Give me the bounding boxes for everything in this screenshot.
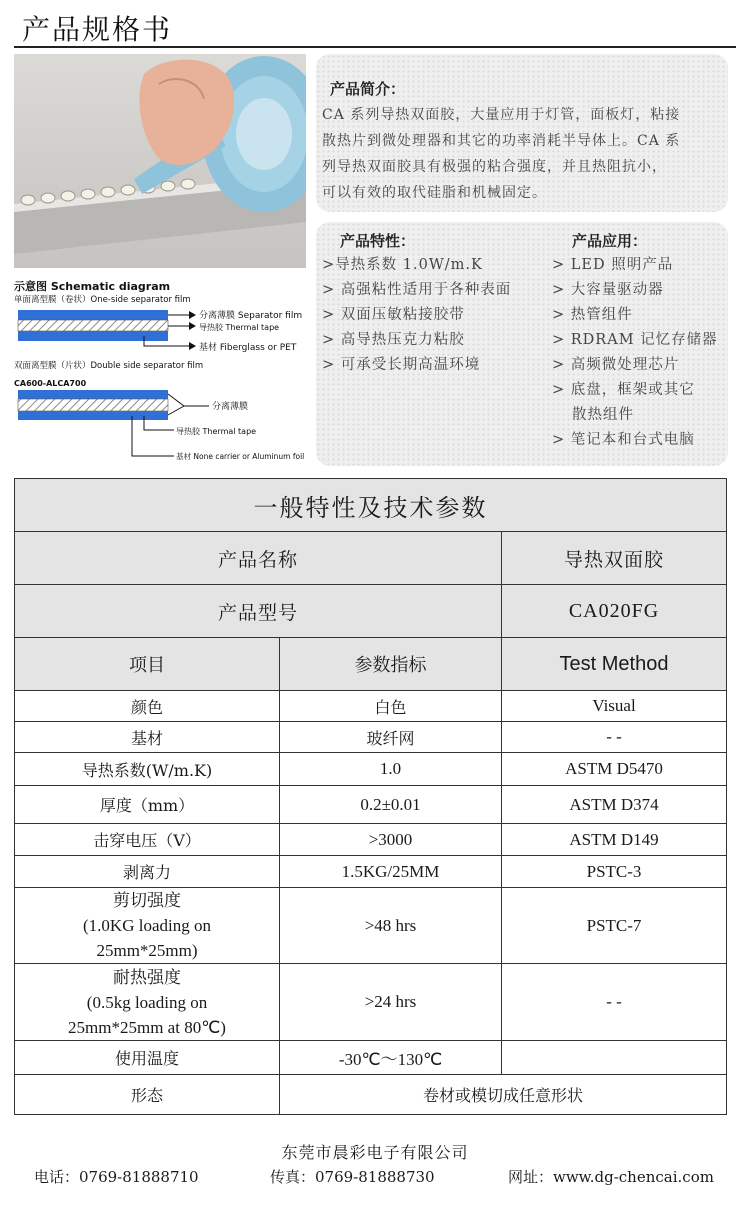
row-item-line: (0.5kg loading on: [86, 992, 208, 1012]
row-item-line: 耐热强度: [113, 967, 181, 987]
list-item: >导热系数 1.0W/m.K: [322, 257, 483, 273]
column-header: Test Method: [502, 638, 727, 691]
single-side-label: 单面离型膜（卷状）One-side separator film: [14, 295, 191, 305]
row-method: - -: [502, 722, 727, 753]
list-item: > LED 照明产品: [552, 257, 674, 273]
intro-text: [322, 102, 722, 206]
table-title-row: [15, 479, 727, 532]
table-row: [15, 722, 727, 753]
double-thermal-layer: [18, 399, 168, 411]
fax-number: 传真：0769-81888730: [270, 1168, 435, 1186]
product-name-row: [15, 532, 727, 585]
row-item: 基材: [15, 722, 280, 753]
double-layer2-label: 导热胶 Thermal tape: [176, 427, 257, 436]
table-row: [15, 1075, 727, 1115]
product-photo: [14, 54, 306, 268]
row-value: -30℃～130℃: [280, 1041, 502, 1075]
row-value: >48 hrs: [280, 888, 502, 964]
schematic-diagram: [14, 278, 314, 463]
table-row: [15, 824, 727, 856]
row-item: 剥离力: [15, 856, 280, 888]
row-method: - -: [502, 964, 727, 1041]
features-list: [322, 253, 552, 378]
row-method: Visual: [502, 691, 727, 722]
list-item: > RDRAM 记忆存储器: [552, 332, 718, 348]
product-model-label: 产品型号: [15, 585, 502, 638]
table-header-row: [15, 638, 727, 691]
list-item: > 高频微处理芯片: [552, 357, 680, 373]
column-header: 项目: [15, 638, 280, 691]
row-value: 1.0: [280, 753, 502, 786]
row-value: 白色: [280, 691, 502, 722]
intro-line: 可以有效的取代硅脂和机械固定。: [322, 185, 547, 201]
row-item: [15, 964, 280, 1041]
schematic-heading: 示意图 Schematic diagram: [14, 280, 171, 293]
list-item: > 双面压敏粘接胶带: [322, 307, 465, 323]
applications-list: [552, 253, 727, 453]
intro-line: CA 系列导热双面胶，大量应用于灯管，面板灯，粘接: [322, 107, 681, 123]
row-value: 卷材或模切成任意形状: [280, 1075, 727, 1115]
product-name-label: 产品名称: [15, 532, 502, 585]
top-separator-layer: [18, 390, 168, 399]
bottom-separator-layer: [18, 411, 168, 420]
website-link[interactable]: 网址：www.dg-chencai.com: [508, 1168, 714, 1186]
row-method: PSTC-3: [502, 856, 727, 888]
table-row: [15, 786, 727, 824]
table-row: [15, 691, 727, 722]
row-item: [15, 888, 280, 964]
list-item: > 底盘，框架或其它: [552, 382, 695, 398]
row-item: 击穿电压（V）: [15, 824, 280, 856]
company-name: 东莞市晨彩电子有限公司: [281, 1143, 469, 1162]
row-value: 玻纤网: [280, 722, 502, 753]
fiberglass-layer: [18, 331, 168, 341]
row-item: 颜色: [15, 691, 280, 722]
double-layer3-label: 基材 None carrier or Aluminum foil: [176, 452, 305, 461]
row-method: PSTC-7: [502, 888, 727, 964]
table-row: [15, 753, 727, 786]
spec-table: [14, 478, 727, 1115]
title-divider: [14, 46, 736, 48]
product-model-row: [15, 585, 727, 638]
list-item: > 高导热压克力粘胶: [322, 332, 465, 348]
row-item-line: 25mm*25mm): [96, 941, 198, 960]
thermal-tape-layer: [18, 320, 168, 331]
column-header: 参数指标: [280, 638, 502, 691]
double-side-label: 双面离型膜（片状）Double side separator film: [14, 361, 204, 371]
row-item-line: 剪切强度: [113, 891, 181, 910]
list-item: > 笔记本和台式电脑: [552, 432, 695, 448]
row-method: ASTM D5470: [502, 753, 727, 786]
features-heading: 产品特性：: [340, 232, 416, 250]
row-value: 1.5KG/25MM: [280, 856, 502, 888]
table-row: [15, 964, 727, 1041]
intro-heading: 产品简介：: [330, 80, 406, 98]
row-item: 使用温度: [15, 1041, 280, 1075]
phone-number: 电话：0769-81888710: [34, 1168, 199, 1186]
product-photo-illustration: [14, 54, 306, 268]
single-layer3-label: 基材 Fiberglass or PET: [199, 343, 297, 353]
applications-heading: 产品应用：: [572, 232, 648, 250]
list-item: 散热组件: [572, 407, 634, 423]
list-item: > 高强粘性适用于各种表面: [322, 282, 512, 298]
intro-line: 散热片到微处理器和其它的功率消耗半导体上。CA 系: [322, 133, 681, 149]
double-layer1-label: 分离薄膜: [212, 402, 249, 412]
list-item: > 大容量驱动器: [552, 282, 664, 298]
row-method: ASTM D149: [502, 824, 727, 856]
row-method: ASTM D374: [502, 786, 727, 824]
row-value: >3000: [280, 824, 502, 856]
table-row: [15, 856, 727, 888]
intro-line: 列导热双面胶具有极强的粘合强度，并且热阻抗小，: [322, 159, 667, 175]
row-item: 形态: [15, 1075, 280, 1115]
table-row: [15, 888, 727, 964]
single-layer2-label: 导热胶 Thermal tape: [199, 323, 280, 332]
row-method: [502, 1041, 727, 1075]
row-value: >24 hrs: [280, 964, 502, 1041]
row-item: 导热系数(W/m.K): [15, 753, 280, 786]
list-item: > 热管组件: [552, 307, 633, 323]
product-model-value: CA020FG: [502, 585, 727, 638]
page-title: 产品规格书: [22, 13, 173, 46]
double-side-model: CA600-ALCA700: [14, 379, 87, 388]
list-item: > 可承受长期高温环境: [322, 357, 481, 373]
row-item-line: 25mm*25mm at 80℃): [68, 1017, 226, 1037]
row-item: 厚度（mm）: [15, 786, 280, 824]
table-row: [15, 1041, 727, 1075]
spec-title: 一般特性及技术参数: [15, 479, 727, 532]
single-layer1-label: 分离薄膜 Separator film: [199, 311, 303, 321]
row-value: 0.2±0.01: [280, 786, 502, 824]
separator-film-layer: [18, 310, 168, 320]
row-item-line: (1.0KG loading on: [83, 916, 211, 935]
product-name-value: 导热双面胶: [502, 532, 727, 585]
